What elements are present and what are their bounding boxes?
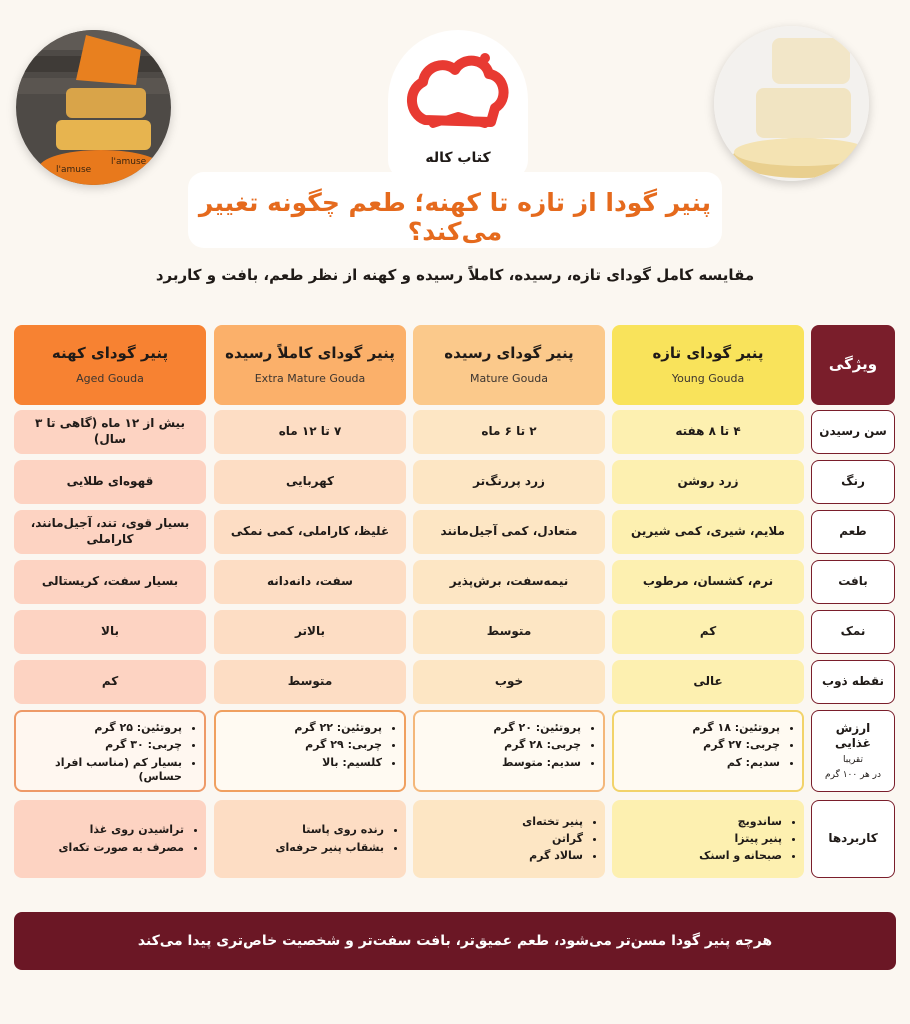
row-label-text: طعم: [839, 524, 867, 539]
column-title-en: Mature Gouda: [470, 371, 549, 385]
nutrition-list: [493, 718, 597, 773]
uses-item: • گراتن: [522, 832, 583, 846]
brand-name: کتاب کاله: [425, 150, 491, 166]
nutrition-item: • سدیم: متوسط: [493, 756, 581, 770]
cell-texture-extra-mature: [214, 560, 406, 604]
cell-uses-young: [612, 800, 804, 878]
cell-aging-aged: [14, 410, 206, 454]
column-title-en: Aged Gouda: [76, 371, 144, 385]
page-subtitle: مقایسه کامل گودای تازه، رسیده، کاملاً رسیده و کهنه از نظر طعم، بافت و کاربرد: [155, 266, 755, 284]
cell-salt-aged: [14, 610, 206, 654]
young-gouda-photo: [714, 26, 869, 181]
column-title-en: Young Gouda: [671, 371, 745, 385]
row-label-text: کاربردها: [828, 831, 878, 846]
uses-item: • صبحانه و اسنک: [699, 849, 782, 863]
nutrition-list: [22, 718, 198, 787]
row-label-note: تقریبا: [843, 754, 863, 765]
aged-gouda-photo: [16, 30, 171, 185]
cell-nutrition-extra-mature: [214, 710, 406, 792]
cell-text: سفت، دانه‌دانه: [267, 574, 353, 589]
cell-uses-aged: [14, 800, 206, 878]
row-label-text: ارزش غذایی: [835, 720, 871, 751]
row-label-nutrition: [811, 710, 895, 792]
uses-list: [522, 812, 599, 867]
cell-text: کهربایی: [285, 474, 335, 489]
nutrition-item: • چربی: ۲۷ گرم: [692, 738, 780, 752]
cell-uses-mature: [413, 800, 605, 878]
row-label-text: نقطه ذوب: [822, 674, 884, 689]
row-label-text: نمک: [840, 624, 866, 639]
row-label-uses: [811, 800, 895, 878]
cell-color-mature: [413, 460, 605, 504]
nutrition-item: • پروتئین: ۲۵ گرم: [22, 721, 182, 735]
cell-nutrition-mature: [413, 710, 605, 792]
uses-item: • مصرف به صورت تکه‌ای: [58, 841, 184, 855]
uses-item: • رنده روی پاستا: [275, 823, 384, 837]
row-label-taste: [811, 510, 895, 554]
footer-text: هرچه پنیر گودا مسن‌تر می‌شود، طعم عمیق‌تر، بافت سفت‌تر و شخصیت خاص‌تری پیدا می‌کند: [137, 933, 773, 949]
cell-text: ملایم، شیری، کمی شیرین: [631, 524, 785, 539]
uses-item: • ساندویچ: [699, 815, 782, 829]
cell-aging-mature: [413, 410, 605, 454]
uses-item: • بشقاب پنیر حرفه‌ای: [275, 841, 384, 855]
page-title: پنیر گودا از تازه تا کهنه؛ طعم چگونه تغییر می‌کند؟: [198, 188, 712, 246]
row-label-note: در هر ۱۰۰ گرم: [825, 769, 881, 780]
nutrition-list: [294, 718, 398, 773]
column-header-extra-mature: [214, 325, 406, 405]
cell-text: متوسط: [287, 674, 333, 689]
cell-aging-young: [612, 410, 804, 454]
cell-nutrition-young: [612, 710, 804, 792]
cell-text: کم: [699, 624, 717, 639]
cell-text: ۴ تا ۸ هفته: [675, 424, 741, 439]
nutrition-item: • پروتئین: ۲۰ گرم: [493, 721, 581, 735]
cell-text: زرد پررنگ‌تر: [473, 474, 545, 489]
cell-text: بالاتر: [295, 624, 325, 639]
row-label-color: [811, 460, 895, 504]
nutrition-item: • سدیم: کم: [692, 756, 780, 770]
cell-text: متوسط: [486, 624, 532, 639]
cell-taste-extra-mature: [214, 510, 406, 554]
cell-text: بسیار قوی، تند، آجیل‌مانند، کاراملی: [30, 516, 190, 546]
photo-label-left: l'amuse: [56, 165, 92, 175]
column-title-fa: پنیر گودای کاملاً رسیده: [225, 344, 395, 363]
column-title-fa: پنیر گودای کهنه: [51, 344, 169, 363]
row-label-text: رنگ: [841, 474, 865, 489]
column-header-mature: [413, 325, 605, 405]
cell-text: بسیار سفت، کریستالی: [41, 574, 179, 589]
uses-item: • پنیر پیتزا: [699, 832, 782, 846]
column-header-young: [612, 325, 804, 405]
cell-text: کم: [101, 674, 119, 689]
cell-text: متعادل، کمی آجیل‌مانند: [440, 524, 578, 539]
row-label-text: سن رسیدن: [819, 424, 887, 439]
feature-header-label: ویژگی: [828, 355, 878, 374]
row-label-aging: [811, 410, 895, 454]
cell-text: بیش از ۱۲ ماه (گاهی تا ۳ سال): [35, 416, 185, 446]
cell-text: خوب: [494, 674, 524, 689]
cell-text: غلیظ، کاراملی، کمی نمکی: [230, 524, 390, 539]
uses-item: • سالاد گرم: [522, 849, 583, 863]
nutrition-item: • چربی: ۲۹ گرم: [294, 738, 382, 752]
cell-aging-extra-mature: [214, 410, 406, 454]
cell-text: زرد روشن: [677, 474, 739, 489]
cell-salt-young: [612, 610, 804, 654]
cell-texture-young: [612, 560, 804, 604]
column-header-aged: [14, 325, 206, 405]
row-label-text: بافت: [838, 574, 868, 589]
nutrition-item: • چربی: ۳۰ گرم: [22, 738, 182, 752]
cell-melting-mature: [413, 660, 605, 704]
cell-melting-extra-mature: [214, 660, 406, 704]
cell-color-young: [612, 460, 804, 504]
cell-color-aged: [14, 460, 206, 504]
cell-nutrition-aged: [14, 710, 206, 792]
cell-color-extra-mature: [214, 460, 406, 504]
cell-salt-mature: [413, 610, 605, 654]
column-title-en: Extra Mature Gouda: [254, 371, 366, 385]
uses-item: • پنیر تخته‌ای: [522, 815, 583, 829]
nutrition-item: • بسیار کم (مناسب افراد حساس): [22, 756, 182, 785]
cell-taste-aged: [14, 510, 206, 554]
cell-taste-mature: [413, 510, 605, 554]
photo-label-right: l'amuse: [111, 157, 147, 167]
uses-list: [58, 820, 200, 858]
cell-text: ۷ تا ۱۲ ماه: [278, 424, 342, 439]
column-title-fa: پنیر گودای تازه: [652, 344, 764, 363]
uses-list: [275, 820, 400, 858]
row-label-melting: [811, 660, 895, 704]
uses-list: [699, 812, 798, 867]
cell-text: نرم، کشسان، مرطوب: [642, 574, 774, 589]
cell-text: ۲ تا ۶ ماه: [481, 424, 537, 439]
cell-taste-young: [612, 510, 804, 554]
cell-texture-mature: [413, 560, 605, 604]
nutrition-list: [692, 718, 796, 773]
feature-header: [811, 325, 895, 405]
cell-salt-extra-mature: [214, 610, 406, 654]
cell-text: قهوه‌ای طلایی: [66, 474, 154, 489]
cell-text: عالی: [693, 674, 723, 689]
nutrition-item: • پروتئین: ۲۲ گرم: [294, 721, 382, 735]
column-title-fa: پنیر گودای رسیده: [444, 344, 574, 363]
cell-melting-aged: [14, 660, 206, 704]
row-label-texture: [811, 560, 895, 604]
nutrition-item: • پروتئین: ۱۸ گرم: [692, 721, 780, 735]
row-label-salt: [811, 610, 895, 654]
chef-hat-logo-icon: [403, 50, 513, 140]
nutrition-item: • کلسیم: بالا: [294, 756, 382, 770]
cell-melting-young: [612, 660, 804, 704]
cell-text: نیمه‌سفت، برش‌پذیر: [449, 574, 569, 589]
cell-uses-extra-mature: [214, 800, 406, 878]
nutrition-item: • چربی: ۲۸ گرم: [493, 738, 581, 752]
uses-item: • تراشیدن روی غذا: [58, 823, 184, 837]
cell-text: بالا: [101, 624, 119, 639]
cell-texture-aged: [14, 560, 206, 604]
